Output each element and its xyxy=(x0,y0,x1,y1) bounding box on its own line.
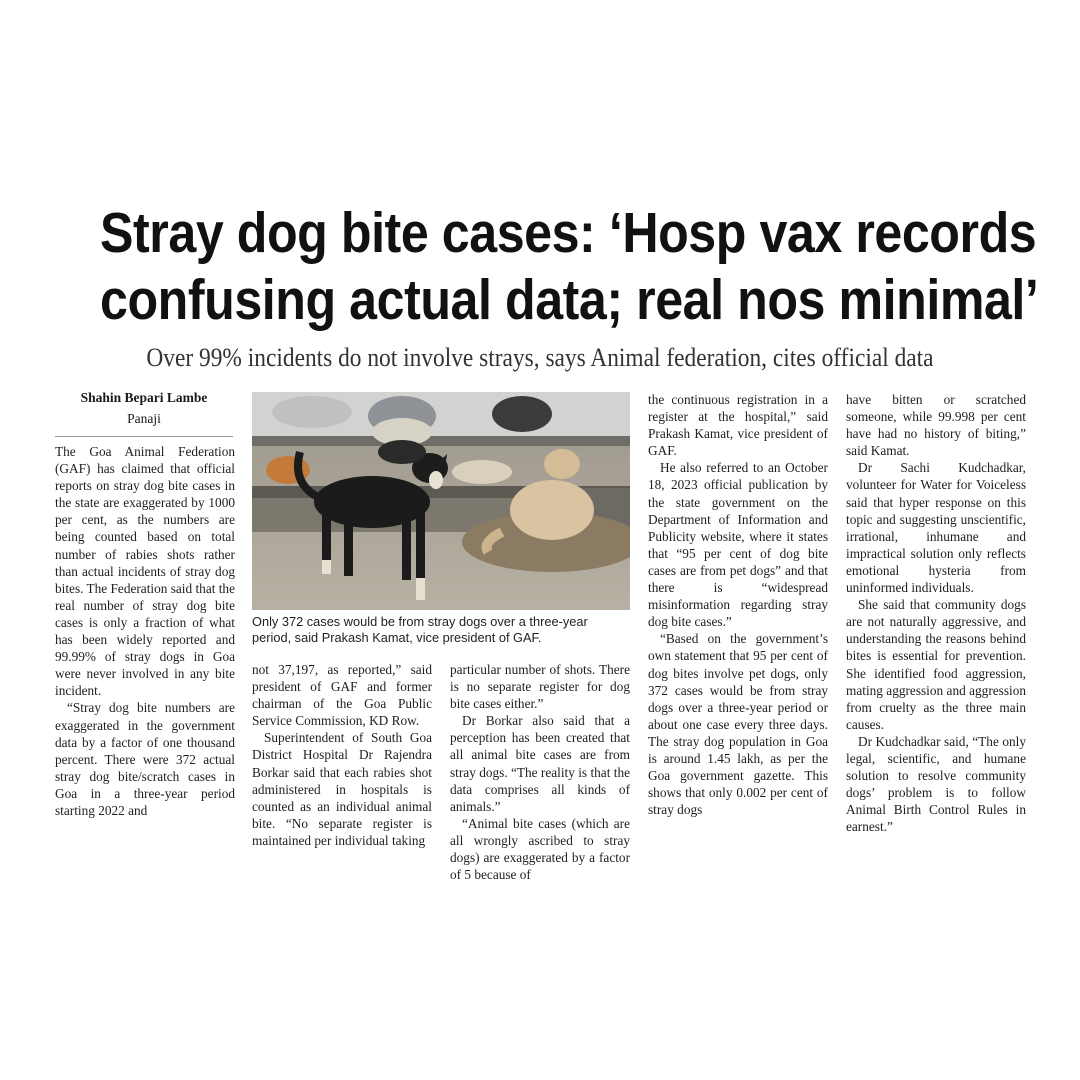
paragraph: Dr Sachi Kudchadkar, volunteer for Water for Voiceless said that hyper response on this topic and suggesting unscientific, irrational, inhumane and impractical solution only reflects emotional hysteria from uninformed individuals. xyxy=(846,460,1026,596)
paragraph: particular number of shots. There is no separate register for dog bite cases either.” xyxy=(450,662,630,712)
paragraph: Dr Kudchadkar said, “The only legal, scientific, and humane solution to resolve community dogs’ problem is to follow Animal Birth Control Rules in earnest.” xyxy=(846,733,1026,835)
paragraph: “Animal bite cases (which are all wrongly ascribed to stray dogs) are exaggerated by a factor of 5 because of xyxy=(450,815,630,883)
stray-dogs-photo xyxy=(252,392,630,610)
paragraph: Dr Borkar also said that a perception has been created that all animal bite cases are from stray dogs. “The reality is that the data comprises all kinds of animals.” xyxy=(450,713,630,814)
byline-divider xyxy=(55,436,233,437)
headline-line-2: confusing actual data; real nos minimal’ xyxy=(100,268,1039,332)
article-column-5 xyxy=(846,391,1026,835)
byline: Shahin Bepari Lambe xyxy=(80,390,208,405)
paragraph: Superintendent of South Goa District Hospital Dr Rajendra Borkar said that each rabies shot administered in hospitals is counted as an individual animal bite. “No separate register is maintained per individual taking xyxy=(252,730,432,848)
paragraph: The Goa Animal Federation (GAF) has claimed that official reports on stray dog bite cases in the state are exaggerated by 1000 per cent, as the numbers are being counted based on total number of rabies shots rather than actual incidents of stray dog bites. The Federation said that the real number of stray dog bite cases is only a fraction of what has been widely reported and 99.99% of stray dogs in Goa were never involved in any bite incident. xyxy=(55,444,235,699)
headline xyxy=(100,200,1039,334)
headline-line-1: Stray dog bite cases: ‘Hosp vax records xyxy=(100,201,1037,265)
paragraph: have bitten or scratched someone, while 99.998 per cent have had no history of biting,” said Kamat. xyxy=(846,392,1026,459)
article-column-3 xyxy=(450,661,630,883)
paragraph: He also referred to an October 18, 2023 official publication by the state government on the Department of Information and Publicity website, where it states that “95 per cent of dog bite cases are from pet dogs” and that there is “widespread misinformation regarding stray dog bite cases.” xyxy=(648,460,828,630)
paragraph: “Based on the government’s own statement that 95 per cent of dog bites involve pet dogs, only 372 cases would be from stray dogs over a three-year period or about one case every three days. The stray dog population in Goa is around 1.45 lakh, as per the Goa government gazette. This shows that only 0.002 per cent of stray dogs xyxy=(648,631,828,818)
dateline: Panaji xyxy=(127,411,161,426)
paragraph: “Stray dog bite numbers are exaggerated in the government data by a factor of one thousand percent. There were 372 actual stray dog bite/scratch cases in Goa in a three-year period starting 2022 and xyxy=(55,700,235,818)
article-column-4 xyxy=(648,391,828,818)
paragraph: not 37,197, as reported,” said president of GAF and former chairman of the Goa Public Service Commission, KD Row. xyxy=(252,662,432,729)
article-column-2 xyxy=(252,661,432,849)
photo-caption: Only 372 cases would be from stray dogs over a three-year period, said Prakash Kamat, vice president of GAF. xyxy=(252,614,588,645)
paragraph: the continuous registration in a register at the hospital,” said Prakash Kamat, vice president of GAF. xyxy=(648,392,828,459)
subheadline: Over 99% incidents do not involve strays, says Animal federation, cites official data xyxy=(146,343,934,372)
paragraph: She said that community dogs are not naturally aggressive, and understanding the reasons behind bites is essential for prevention. She identified food aggression, mating aggression and aggression from cruelty as the three main causes. xyxy=(846,597,1026,732)
article-column-1 xyxy=(55,443,235,819)
